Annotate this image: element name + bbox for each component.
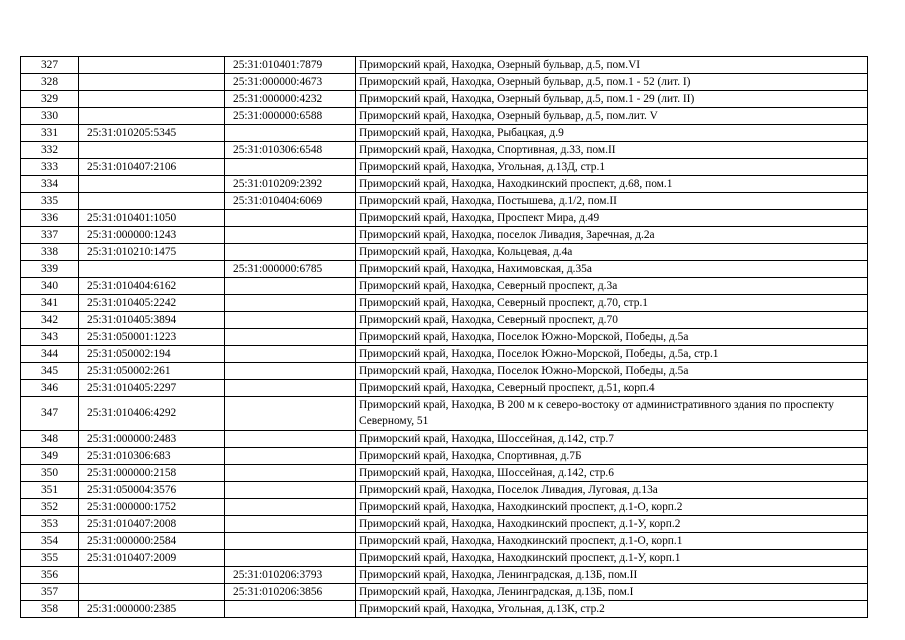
table-row: [21, 125, 868, 142]
cadastral-number-cell: 25:31:010407:2106: [79, 159, 225, 176]
cadastral-number-cell: [79, 91, 225, 108]
row-number-cell: 331: [21, 125, 79, 142]
table-row: [21, 431, 868, 448]
row-number-cell: 330: [21, 108, 79, 125]
cadastral-number-premises-cell: [225, 499, 356, 516]
cadastral-number-cell: [79, 261, 225, 278]
cadastral-number-premises-cell: 25:31:010209:2392: [225, 176, 356, 193]
cadastral-number-cell: [79, 584, 225, 601]
cadastral-number-cell: 25:31:000000:1243: [79, 227, 225, 244]
table-row: [21, 176, 868, 193]
address-cell: Приморский край, Находка, Поселок Южно-Морской, Победы, д.5а: [356, 329, 868, 346]
row-number-cell: 327: [21, 57, 79, 74]
cadastral-number-premises-cell: [225, 363, 356, 380]
row-number-cell: 334: [21, 176, 79, 193]
table-row: [21, 465, 868, 482]
row-number-cell: 345: [21, 363, 79, 380]
table-row: [21, 397, 868, 431]
row-number-cell: 335: [21, 193, 79, 210]
cadastral-number-premises-cell: [225, 431, 356, 448]
row-number-cell: 353: [21, 516, 79, 533]
address-cell: Приморский край, Находка, Шоссейная, д.142, стр.6: [356, 465, 868, 482]
cadastral-number-premises-cell: [225, 533, 356, 550]
table-row: [21, 142, 868, 159]
table-row: [21, 261, 868, 278]
address-cell: Приморский край, Находка, Находкинский проспект, д.1-У, корп.1: [356, 550, 868, 567]
table-row: [21, 363, 868, 380]
address-cell: Приморский край, Находка, Угольная, д.13К, стр.2: [356, 601, 868, 618]
address-cell: Приморский край, Находка, В 200 м к северо-востоку от административного здания по проспекту Северному, 51: [356, 397, 868, 431]
address-cell: Приморский край, Находка, Рыбацкая, д.9: [356, 125, 868, 142]
address-cell: Приморский край, Находка, Находкинский проспект, д.1-О, корп.1: [356, 533, 868, 550]
row-number-cell: 337: [21, 227, 79, 244]
cadastral-number-premises-cell: [225, 278, 356, 295]
table-row: [21, 278, 868, 295]
cadastral-number-cell: 25:31:010405:2297: [79, 380, 225, 397]
table-row: [21, 74, 868, 91]
address-cell: Приморский край, Находка, Поселок Ливадия, Луговая, д.13а: [356, 482, 868, 499]
row-number-cell: 358: [21, 601, 79, 618]
table-row: [21, 159, 868, 176]
table-body: [21, 57, 868, 618]
row-number-cell: 342: [21, 312, 79, 329]
cadastral-number-premises-cell: [225, 465, 356, 482]
address-cell: Приморский край, Находка, Находкинский проспект, д.1-У, корп.2: [356, 516, 868, 533]
address-cell: Приморский край, Находка, Озерный бульвар, д.5, пом.лит. V: [356, 108, 868, 125]
cadastral-number-cell: [79, 176, 225, 193]
row-number-cell: 341: [21, 295, 79, 312]
cadastral-number-cell: [79, 193, 225, 210]
cadastral-number-premises-cell: [225, 550, 356, 567]
table-row: [21, 533, 868, 550]
cadastral-number-premises-cell: [225, 312, 356, 329]
address-cell: Приморский край, Находка, Поселок Южно-Морской, Победы, д.5а, стр.1: [356, 346, 868, 363]
cadastral-number-premises-cell: 25:31:010404:6069: [225, 193, 356, 210]
cadastral-number-premises-cell: [225, 380, 356, 397]
table-row: [21, 193, 868, 210]
cadastral-number-cell: 25:31:000000:1752: [79, 499, 225, 516]
row-number-cell: 339: [21, 261, 79, 278]
table-row: [21, 312, 868, 329]
address-cell: Приморский край, Находка, Шоссейная, д.142, стр.7: [356, 431, 868, 448]
cadastral-number-premises-cell: 25:31:000000:6785: [225, 261, 356, 278]
cadastral-number-cell: 25:31:000000:2158: [79, 465, 225, 482]
table-row: [21, 516, 868, 533]
cadastral-number-cell: [79, 142, 225, 159]
address-cell: Приморский край, Находка, Ленинградская, д.13Б, пом.I: [356, 584, 868, 601]
address-cell: Приморский край, Находка, Находкинский проспект, д.68, пом.1: [356, 176, 868, 193]
address-cell: Приморский край, Находка, Спортивная, д.33, пом.II: [356, 142, 868, 159]
address-cell: Приморский край, Находка, Спортивная, д.7Б: [356, 448, 868, 465]
address-cell: Приморский край, Находка, Поселок Южно-Морской, Победы, д.5а: [356, 363, 868, 380]
cadastral-number-cell: [79, 57, 225, 74]
cadastral-number-premises-cell: [225, 397, 356, 431]
table-row: [21, 601, 868, 618]
address-cell: Приморский край, Находка, Постышева, д.1/2, пом.II: [356, 193, 868, 210]
address-cell: Приморский край, Находка, Озерный бульвар, д.5, пом.1 - 52 (лит. I): [356, 74, 868, 91]
cadastral-number-premises-cell: [225, 329, 356, 346]
row-number-cell: 333: [21, 159, 79, 176]
row-number-cell: 357: [21, 584, 79, 601]
table-row: [21, 57, 868, 74]
address-cell: Приморский край, Находка, Северный проспект, д.70, стр.1: [356, 295, 868, 312]
cadastral-number-cell: 25:31:010405:2242: [79, 295, 225, 312]
row-number-cell: 336: [21, 210, 79, 227]
table-row: [21, 329, 868, 346]
cadastral-number-cell: 25:31:010407:2008: [79, 516, 225, 533]
row-number-cell: 340: [21, 278, 79, 295]
cadastral-number-premises-cell: [225, 227, 356, 244]
cadastral-number-cell: 25:31:050004:3576: [79, 482, 225, 499]
cadastral-number-premises-cell: 25:31:010401:7879: [225, 57, 356, 74]
cadastral-number-cell: 25:31:010205:5345: [79, 125, 225, 142]
table-row: [21, 550, 868, 567]
property-register-table: [20, 56, 868, 618]
address-cell: Приморский край, Находка, Озерный бульвар, д.5, пом.VI: [356, 57, 868, 74]
cadastral-number-cell: 25:31:010210:1475: [79, 244, 225, 261]
cadastral-number-premises-cell: 25:31:000000:4673: [225, 74, 356, 91]
table-row: [21, 482, 868, 499]
cadastral-number-premises-cell: [225, 210, 356, 227]
table-row: [21, 499, 868, 516]
cadastral-number-premises-cell: 25:31:000000:6588: [225, 108, 356, 125]
cadastral-number-premises-cell: [225, 244, 356, 261]
table-row: [21, 210, 868, 227]
row-number-cell: 355: [21, 550, 79, 567]
table-row: [21, 91, 868, 108]
row-number-cell: 328: [21, 74, 79, 91]
row-number-cell: 332: [21, 142, 79, 159]
document-page: [20, 56, 867, 618]
row-number-cell: 352: [21, 499, 79, 516]
row-number-cell: 344: [21, 346, 79, 363]
address-cell: Приморский край, Находка, Нахимовская, д.35а: [356, 261, 868, 278]
cadastral-number-premises-cell: [225, 516, 356, 533]
row-number-cell: 356: [21, 567, 79, 584]
table-row: [21, 295, 868, 312]
row-number-cell: 349: [21, 448, 79, 465]
row-number-cell: 347: [21, 397, 79, 431]
row-number-cell: 338: [21, 244, 79, 261]
cadastral-number-cell: 25:31:050001:1223: [79, 329, 225, 346]
cadastral-number-premises-cell: 25:31:010306:6548: [225, 142, 356, 159]
cadastral-number-cell: 25:31:000000:2584: [79, 533, 225, 550]
row-number-cell: 351: [21, 482, 79, 499]
cadastral-number-cell: 25:31:000000:2483: [79, 431, 225, 448]
row-number-cell: 348: [21, 431, 79, 448]
cadastral-number-cell: 25:31:050002:194: [79, 346, 225, 363]
address-cell: Приморский край, Находка, Находкинский проспект, д.1-О, корп.2: [356, 499, 868, 516]
table-row: [21, 108, 868, 125]
address-cell: Приморский край, Находка, поселок Ливадия, Заречная, д.2а: [356, 227, 868, 244]
cadastral-number-cell: 25:31:010406:4292: [79, 397, 225, 431]
row-number-cell: 354: [21, 533, 79, 550]
cadastral-number-cell: 25:31:010306:683: [79, 448, 225, 465]
cadastral-number-cell: 25:31:010407:2009: [79, 550, 225, 567]
cadastral-number-premises-cell: [225, 159, 356, 176]
cadastral-number-premises-cell: [225, 295, 356, 312]
row-number-cell: 343: [21, 329, 79, 346]
cadastral-number-premises-cell: [225, 346, 356, 363]
table-row: [21, 346, 868, 363]
cadastral-number-premises-cell: 25:31:010206:3856: [225, 584, 356, 601]
address-cell: Приморский край, Находка, Кольцевая, д.4а: [356, 244, 868, 261]
table-row: [21, 584, 868, 601]
cadastral-number-premises-cell: 25:31:010206:3793: [225, 567, 356, 584]
row-number-cell: 346: [21, 380, 79, 397]
address-cell: Приморский край, Находка, Ленинградская, д.13Б, пом.II: [356, 567, 868, 584]
address-cell: Приморский край, Находка, Угольная, д.13Д, стр.1: [356, 159, 868, 176]
address-cell: Приморский край, Находка, Проспект Мира, д.49: [356, 210, 868, 227]
cadastral-number-premises-cell: [225, 448, 356, 465]
cadastral-number-cell: [79, 567, 225, 584]
table-row: [21, 244, 868, 261]
cadastral-number-cell: 25:31:050002:261: [79, 363, 225, 380]
cadastral-number-premises-cell: [225, 482, 356, 499]
address-cell: Приморский край, Находка, Северный проспект, д.70: [356, 312, 868, 329]
address-cell: Приморский край, Находка, Озерный бульвар, д.5, пом.1 - 29 (лит. II): [356, 91, 868, 108]
cadastral-number-cell: [79, 74, 225, 91]
cadastral-number-cell: 25:31:010401:1050: [79, 210, 225, 227]
cadastral-number-premises-cell: [225, 125, 356, 142]
address-cell: Приморский край, Находка, Северный проспект, д.3а: [356, 278, 868, 295]
row-number-cell: 350: [21, 465, 79, 482]
cadastral-number-cell: [79, 108, 225, 125]
table-row: [21, 567, 868, 584]
row-number-cell: 329: [21, 91, 79, 108]
cadastral-number-cell: 25:31:000000:2385: [79, 601, 225, 618]
cadastral-number-premises-cell: 25:31:000000:4232: [225, 91, 356, 108]
cadastral-number-cell: 25:31:010404:6162: [79, 278, 225, 295]
table-row: [21, 448, 868, 465]
table-row: [21, 227, 868, 244]
cadastral-number-premises-cell: [225, 601, 356, 618]
table-row: [21, 380, 868, 397]
cadastral-number-cell: 25:31:010405:3894: [79, 312, 225, 329]
address-cell: Приморский край, Находка, Северный проспект, д.51, корп.4: [356, 380, 868, 397]
